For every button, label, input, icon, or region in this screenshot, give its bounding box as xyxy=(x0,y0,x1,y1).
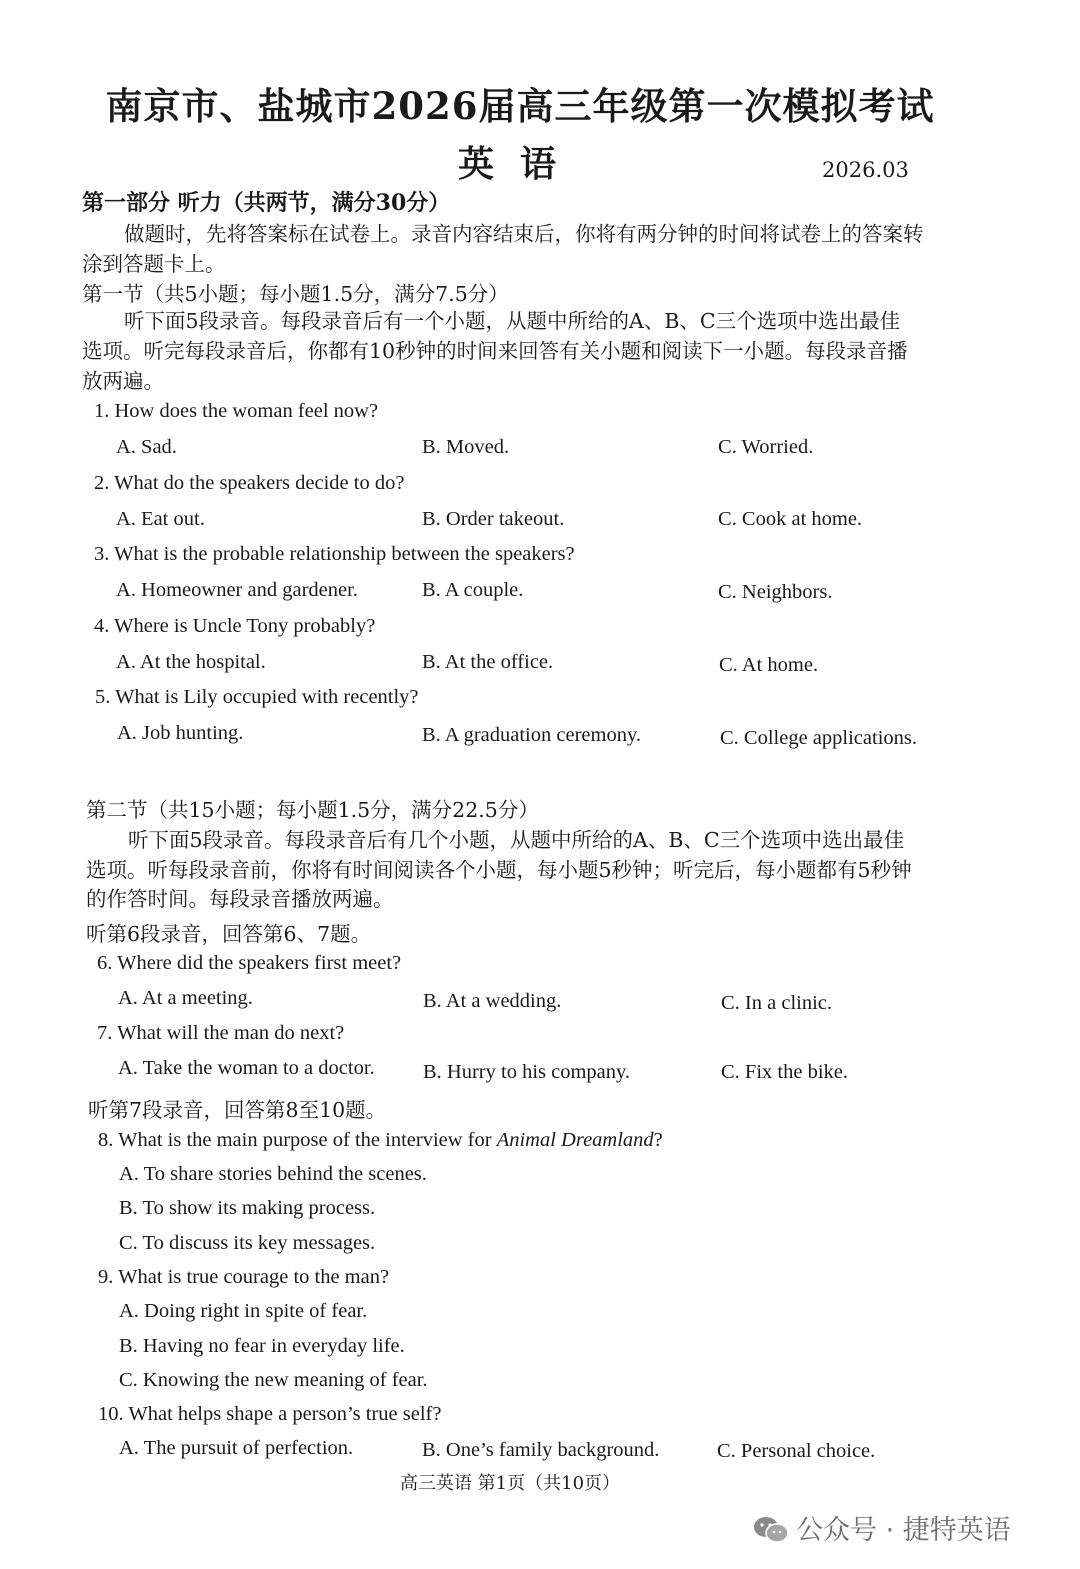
question-mark: ? xyxy=(653,1129,663,1151)
option-c: C. To discuss its key messages. xyxy=(119,1232,376,1254)
part1-intro-line1: 做题时，先将答案标在试卷上。录音内容结束后，你将有两分钟的时间将试卷上的答案转 xyxy=(124,222,924,246)
section1-instr-line1: 听下面5段录音。每段录音后有一个小题，从题中所给的A、B、C三个选项中选出最佳 xyxy=(124,309,901,333)
question-stem: 3. What is the probable relationship between the speakers? xyxy=(94,543,575,565)
section1-heading: 第一节（共5小题；每小题1.5分，满分7.5分） xyxy=(82,282,509,306)
question-stem: 9. What is true courage to the man? xyxy=(98,1266,390,1288)
option-a: A. The pursuit of perfection. xyxy=(119,1437,354,1459)
section2-instr-line1: 听下面5段录音。每段录音后有几个小题，从题中所给的A、B、C三个选项中选出最佳 xyxy=(128,828,905,852)
exam-title: 南京市、盐城市2026届高三年级第一次模拟考试 xyxy=(105,84,935,128)
watermark xyxy=(752,1508,1011,1547)
option-b: B. At a wedding. xyxy=(423,990,562,1012)
question-stem xyxy=(98,1129,663,1152)
question-stem: 2. What do the speakers decide to do? xyxy=(94,472,405,494)
exam-date: 2026.03 xyxy=(822,158,909,182)
section2-instr-line2: 选项。听每段录音前，你将有时间阅读各个小题，每小题5秒钟；听完后，每小题都有5秒钟 xyxy=(86,858,912,882)
option-a: A. Sad. xyxy=(116,436,177,458)
option-b: B. One’s family background. xyxy=(422,1439,660,1461)
option-b: B. Order takeout. xyxy=(422,508,565,530)
option-c: C. College applications. xyxy=(720,727,917,749)
watermark-text: 公众号 · 捷特英语 xyxy=(796,1515,1011,1546)
section2-heading: 第二节（共15小题；每小题1.5分，满分22.5分） xyxy=(86,798,539,822)
section1-instr-line3: 放两遍。 xyxy=(82,369,164,393)
section2-instr-line3: 的作答时间。每段录音播放两遍。 xyxy=(86,887,394,911)
option-c: C. Neighbors. xyxy=(718,581,833,603)
option-c: C. Fix the bike. xyxy=(721,1061,848,1083)
question-stem: 7. What will the man do next? xyxy=(97,1022,345,1044)
listening-group-7: 听第7段录音，回答第8至10题。 xyxy=(88,1098,387,1122)
subject-title: 英语 xyxy=(458,143,583,185)
part1-heading: 第一部分 听力（共两节，满分30分） xyxy=(82,190,451,216)
option-a: A. At a meeting. xyxy=(118,987,253,1009)
option-b: B. At the office. xyxy=(422,651,554,673)
option-c: C. Personal choice. xyxy=(717,1440,876,1462)
option-a: A. Homeowner and gardener. xyxy=(116,579,358,601)
option-b: B. Hurry to his company. xyxy=(423,1061,631,1083)
option-b: B. To show its making process. xyxy=(119,1197,376,1219)
option-b: B. A graduation ceremony. xyxy=(422,724,641,746)
section1-instr-line2: 选项。听完每段录音后，你都有10秒钟的时间来回答有关小题和阅读下一小题。每段录音播 xyxy=(82,339,908,363)
option-b: B. Moved. xyxy=(422,436,510,458)
option-b: B. Having no fear in everyday life. xyxy=(119,1335,405,1357)
listening-group-6: 听第6段录音，回答第6、7题。 xyxy=(86,922,372,946)
option-c: C. In a clinic. xyxy=(721,992,833,1014)
question-stem: 10. What helps shape a person’s true self? xyxy=(98,1403,442,1425)
question-stem: 1. How does the woman feel now? xyxy=(94,400,379,422)
option-a: A. Job hunting. xyxy=(117,722,244,744)
question-stem: 4. Where is Uncle Tony probably? xyxy=(94,615,376,637)
page-footer: 高三英语 第1页（共10页） xyxy=(399,1473,621,1494)
option-a: A. Eat out. xyxy=(116,508,205,530)
option-b: B. A couple. xyxy=(422,579,524,601)
option-c: C. At home. xyxy=(719,654,819,676)
option-c: C. Knowing the new meaning of fear. xyxy=(119,1369,428,1391)
question-stem: 5. What is Lily occupied with recently? xyxy=(95,686,419,708)
question-stem: 6. Where did the speakers first meet? xyxy=(97,952,402,974)
option-a: A. At the hospital. xyxy=(116,651,266,673)
option-c: C. Worried. xyxy=(718,436,814,458)
option-c: C. Cook at home. xyxy=(718,508,863,530)
option-a: A. To share stories behind the scenes. xyxy=(119,1163,427,1185)
option-a: A. Doing right in spite of fear. xyxy=(119,1300,368,1322)
option-a: A. Take the woman to a doctor. xyxy=(118,1057,375,1079)
part1-intro-line2: 涂到答题卡上。 xyxy=(82,252,226,276)
question-stem-text: 8. What is the main purpose of the interview for xyxy=(98,1129,497,1151)
film-title: Animal Dreamland xyxy=(496,1129,654,1151)
wechat-icon xyxy=(752,1515,790,1545)
